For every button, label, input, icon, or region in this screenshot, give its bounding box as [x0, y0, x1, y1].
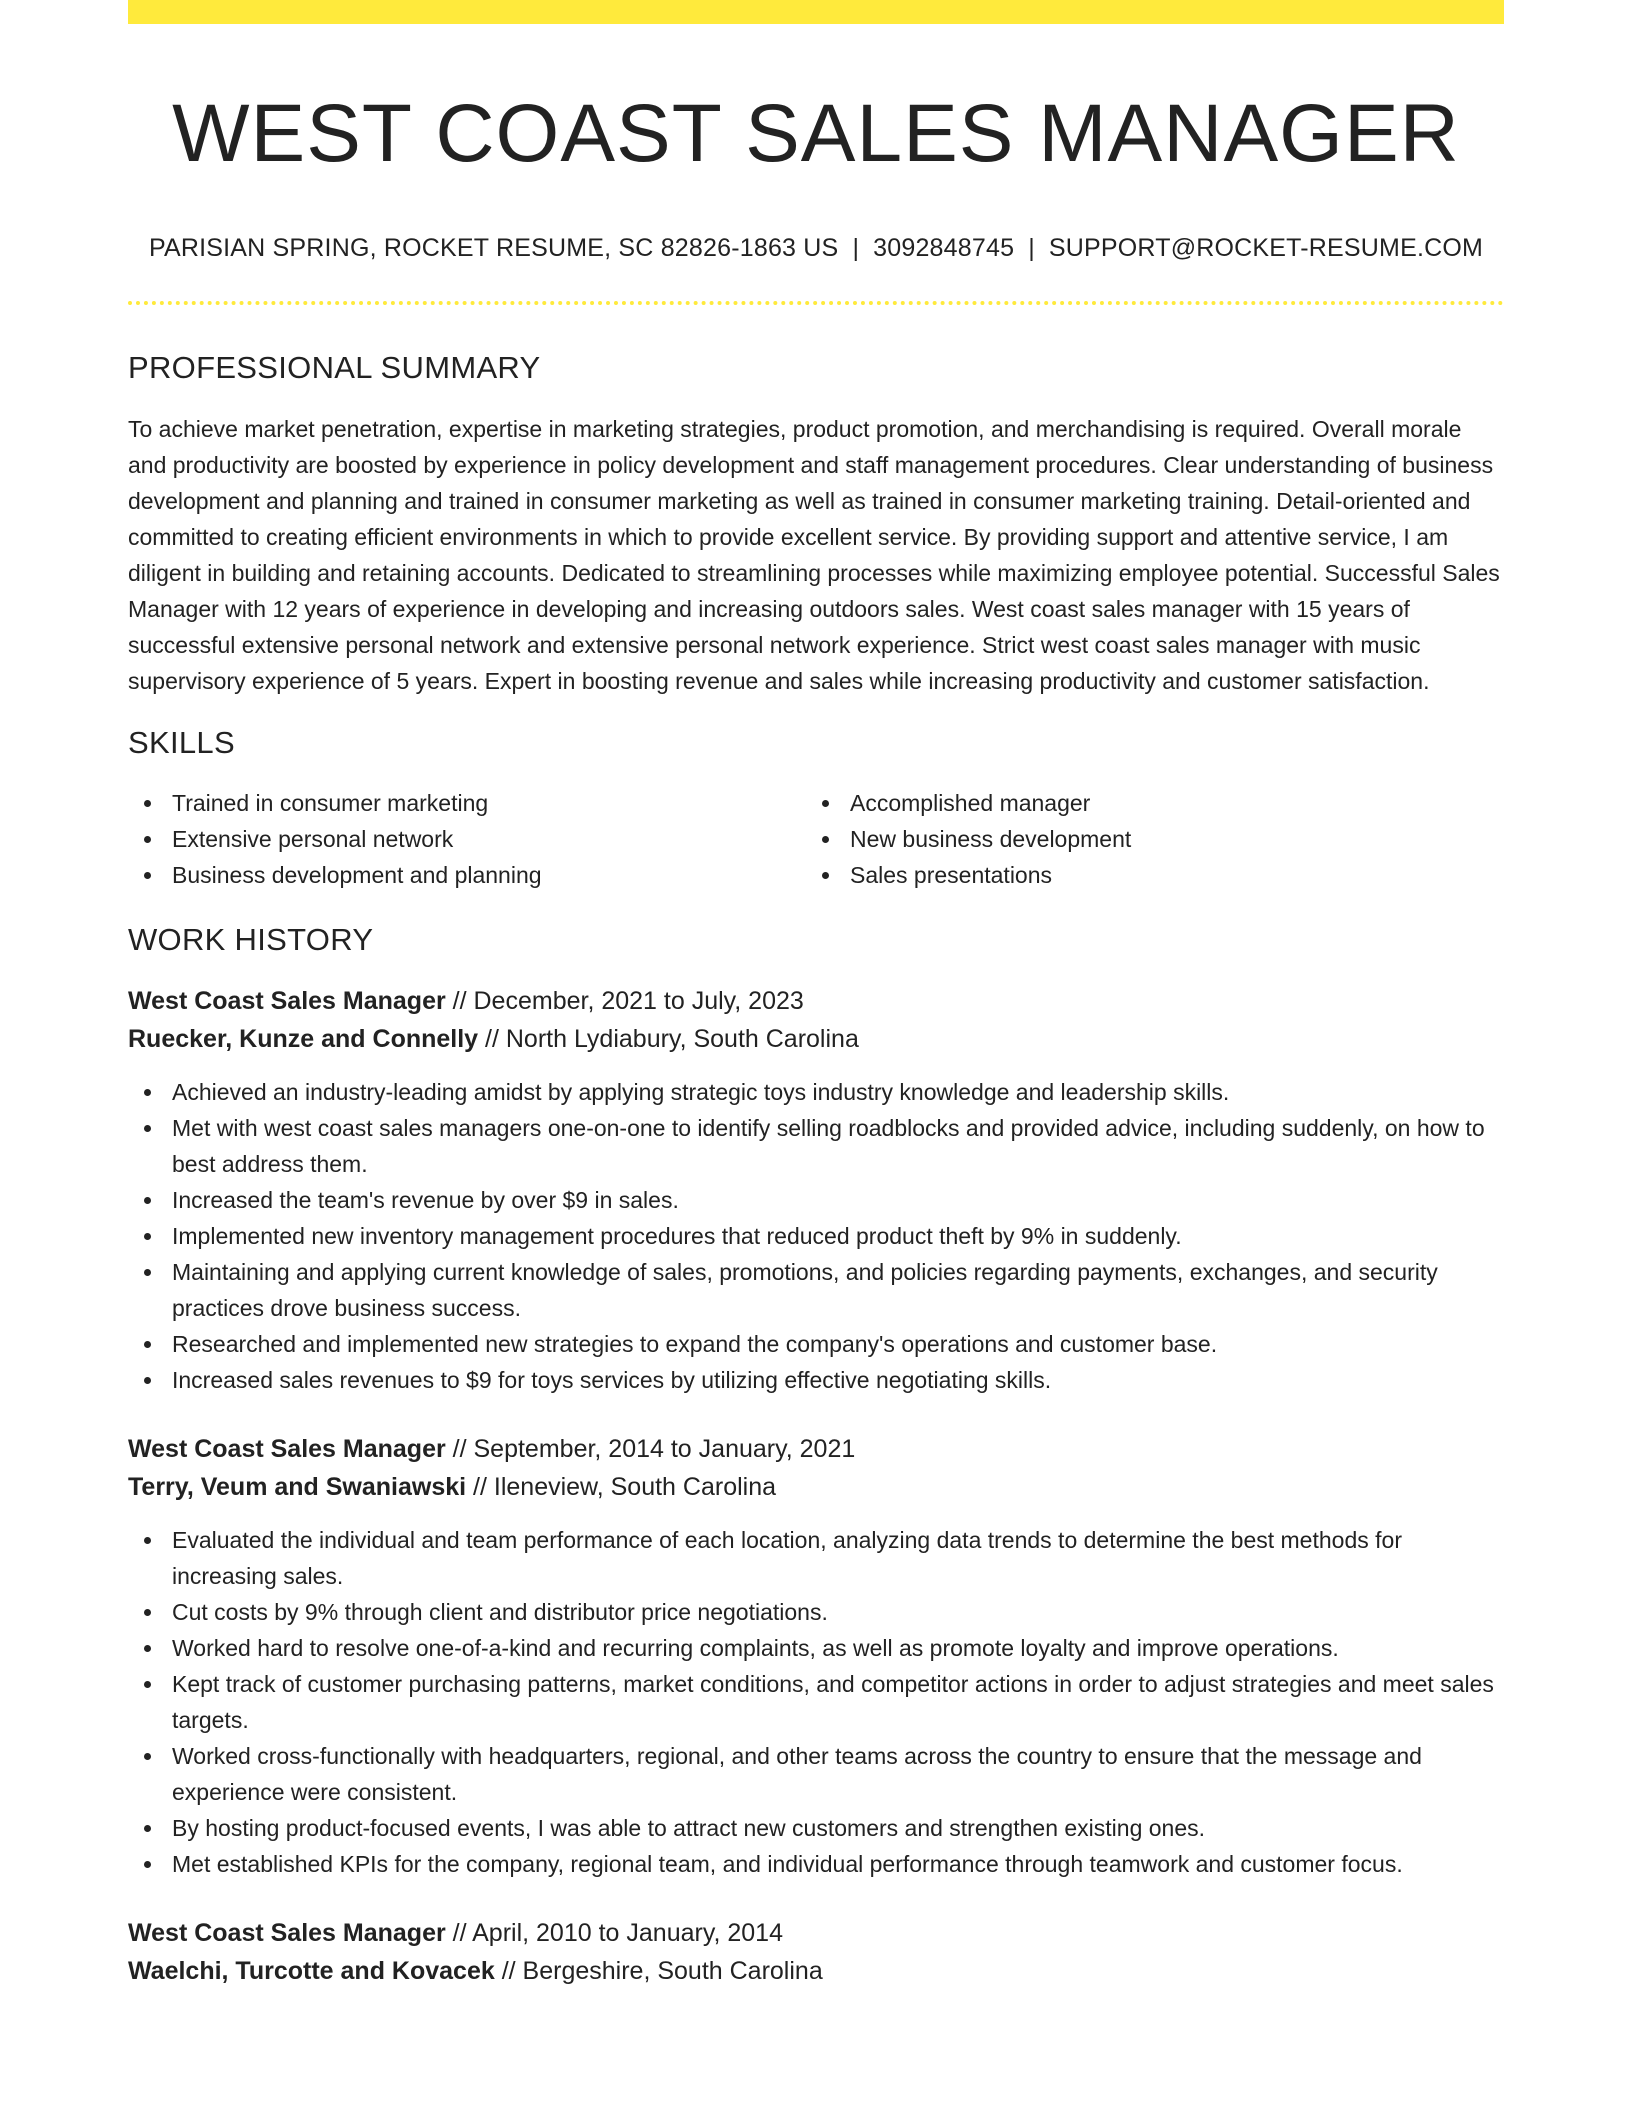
job-company: Waelchi, Turcotte and Kovacek	[128, 1957, 495, 1985]
skills-column-right	[806, 785, 1484, 893]
skills-heading: SKILLS	[128, 725, 235, 760]
job-entry	[128, 1430, 1504, 1882]
job-location: // North Lydiabury, South Carolina	[478, 1025, 859, 1053]
skill-item: Sales presentations	[806, 857, 1484, 893]
job-bullet: Maintaining and applying current knowledge of sales, promotions, and policies regarding payments, exchanges, and security practices drove business success.	[128, 1254, 1504, 1326]
skill-item: Extensive personal network	[128, 821, 806, 857]
job-bullet: Researched and implemented new strategies to expand the company's operations and customer base.	[128, 1326, 1504, 1362]
job-company-line	[128, 1020, 1504, 1058]
skill-item: Business development and planning	[128, 857, 806, 893]
skill-item: Accomplished manager	[806, 785, 1484, 821]
job-title-line	[128, 1914, 1504, 1952]
contact-phone: 3092848745	[873, 234, 1015, 262]
job-dates: // September, 2014 to January, 2021	[445, 1435, 856, 1463]
job-role: West Coast Sales Manager	[128, 1919, 446, 1947]
job-bullet: Worked hard to resolve one-of-a-kind and recurring complaints, as well as promote loyalty and improve operations.	[128, 1630, 1504, 1666]
contact-line	[128, 232, 1504, 264]
job-location: // Ileneview, South Carolina	[466, 1473, 777, 1501]
contact-email: SUPPORT@ROCKET-RESUME.COM	[1048, 234, 1484, 262]
work-history-heading: WORK HISTORY	[128, 922, 374, 957]
job-bullets	[128, 1522, 1504, 1882]
job-bullet: Achieved an industry-leading amidst by applying strategic toys industry knowledge and leadership skills.	[128, 1074, 1504, 1110]
summary-heading: PROFESSIONAL SUMMARY	[128, 350, 541, 385]
job-company: Terry, Veum and Swaniawski	[128, 1473, 467, 1501]
job-bullet: Met with west coast sales managers one-on-one to identify selling roadblocks and provided advice, including suddenly, on how to best address them.	[128, 1110, 1504, 1182]
job-bullets	[128, 1074, 1504, 1398]
job-bullet: Worked cross-functionally with headquarters, regional, and other teams across the country to ensure that the message and experience were consistent.	[128, 1738, 1504, 1810]
job-entry	[128, 1914, 1504, 1990]
skill-item: New business development	[806, 821, 1484, 857]
job-bullet: Met established KPIs for the company, regional team, and individual performance through teamwork and customer focus.	[128, 1846, 1504, 1882]
job-bullet: Cut costs by 9% through client and distributor price negotiations.	[128, 1594, 1504, 1630]
job-bullet: Implemented new inventory management procedures that reduced product theft by 9% in suddenly.	[128, 1218, 1504, 1254]
job-company-line	[128, 1468, 1504, 1506]
accent-top-bar	[128, 0, 1504, 24]
job-title-line	[128, 1430, 1504, 1468]
resume-page	[128, 0, 1504, 1990]
job-title-line	[128, 982, 1504, 1020]
job-role: West Coast Sales Manager	[128, 987, 446, 1015]
dotted-divider	[128, 301, 1504, 305]
job-company: Ruecker, Kunze and Connelly	[128, 1025, 479, 1053]
job-entry	[128, 982, 1504, 1398]
job-bullet: Evaluated the individual and team performance of each location, analyzing data trends to determine the best methods for increasing sales.	[128, 1522, 1504, 1594]
job-bullet: Increased the team's revenue by over $9 in sales.	[128, 1182, 1504, 1218]
job-bullet: Increased sales revenues to $9 for toys services by utilizing effective negotiating skills.	[128, 1362, 1504, 1398]
contact-address: PARISIAN SPRING, ROCKET RESUME, SC 82826-1863 US	[148, 234, 839, 262]
contact-separator: |	[1028, 234, 1035, 262]
job-bullet: Kept track of customer purchasing patterns, market conditions, and competitor actions in order to adjust strategies and meet sales targets.	[128, 1666, 1504, 1738]
job-company-line	[128, 1952, 1504, 1990]
contact-separator: |	[852, 234, 860, 262]
skills-list	[128, 785, 1504, 893]
job-location: // Bergeshire, South Carolina	[494, 1957, 823, 1985]
job-role: West Coast Sales Manager	[128, 1435, 446, 1463]
skills-column-left	[128, 785, 806, 893]
summary-text: To achieve market penetration, expertise in marketing strategies, product promotion, and merchandising is required. Overall morale and productivity are boosted by experience in policy development and staff management procedures. Clear understanding of business development and planning and trained in consumer marketing as well as trained in consumer marketing training. Detail-oriented and committed to creating efficient environments in which to provide excellent service. By providing support and attentive service, I am diligent in building and retaining accounts. Dedicated to streamlining processes while maximizing employee potential. Successful Sales Manager with 12 years of experience in developing and increasing outdoors sales. West coast sales manager with 15 years of successful extensive personal network and extensive personal network experience. Strict west coast sales manager with music supervisory experience of 5 years. Expert in boosting revenue and sales while increasing productivity and customer satisfaction.	[128, 416, 1500, 694]
job-dates: // April, 2010 to January, 2014	[445, 1919, 783, 1947]
job-dates: // December, 2021 to July, 2023	[445, 987, 804, 1015]
resume-name: WEST COAST SALES MANAGER	[172, 88, 1460, 179]
job-bullet: By hosting product-focused events, I was able to attract new customers and strengthen existing ones.	[128, 1810, 1504, 1846]
skill-item: Trained in consumer marketing	[128, 785, 806, 821]
